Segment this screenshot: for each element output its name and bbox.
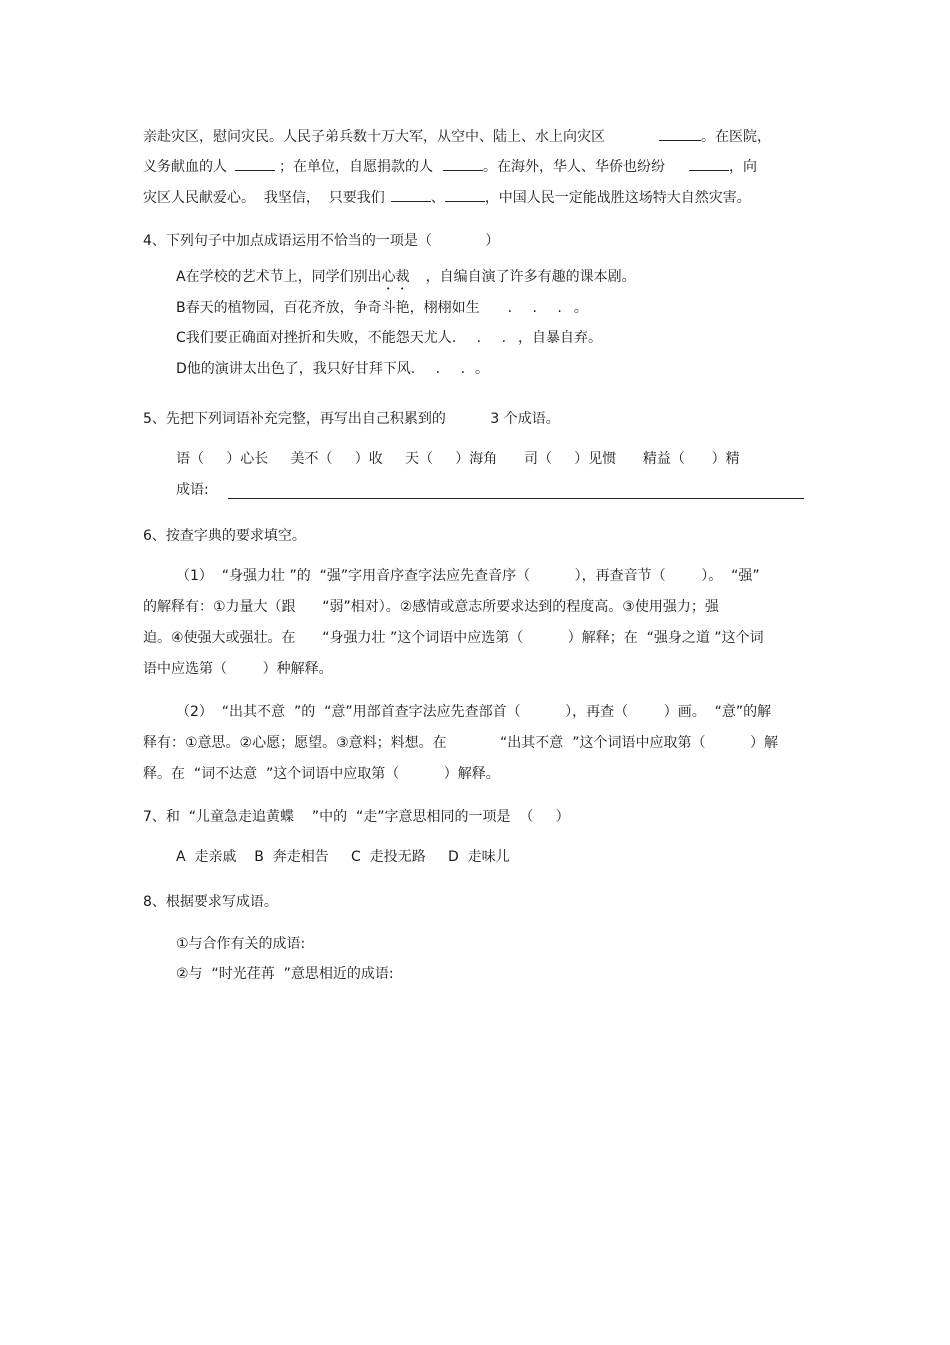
intro-text: ，中国人民一定能战胜这场特大自然灾害。 bbox=[484, 190, 751, 206]
emphasis-dots: . . . bbox=[507, 300, 570, 316]
q6-part1-line3: 迫。④使强大或强壮。在 “身强力壮 ”这个词语中应选第（ ）解释；在 “强身之道 ”这个词 bbox=[143, 630, 764, 646]
q6-part1-line1: （1） “身强力壮 ”的 “强”字用音序查字法应先查音序（ ），再查音节（ ）。 “强” bbox=[176, 568, 760, 584]
q5-words: 语（ ）心长 美不（ ）收 天（ ）海角 司（ ）见惯 精益（ ）精 bbox=[176, 451, 740, 467]
intro-text: 亲赴灾区，慰问灾民。人民子弟兵数十万大军，从空中、陆上、水上向灾区 bbox=[143, 129, 605, 145]
q6-part2-line1: （2） “出其不意 ”的 “意”用部首查字法应先查部首（ ），再查（ ）画。 “意”的解 bbox=[176, 704, 772, 720]
q4-option-d bbox=[176, 359, 489, 379]
intro-text: ；在单位，自愿捐款的人 bbox=[279, 159, 433, 175]
answer-blank[interactable] bbox=[235, 156, 275, 171]
q8-item-1: ①与合作有关的成语: bbox=[176, 936, 306, 952]
q6-part2-line2: 释有：①意思。②心愿；愿望。③意料；料想。在 “出其不意 ”这个词语中应取第（ ）解 bbox=[143, 735, 778, 751]
intro-line-1 bbox=[143, 126, 771, 147]
option-text: 。 bbox=[475, 361, 490, 377]
option-text: D他的演讲太出色了，我只好甘拜下风 bbox=[176, 361, 411, 377]
answer-blank[interactable] bbox=[659, 126, 701, 141]
intro-text: 。在海外，华人、华侨也纷纷 bbox=[483, 159, 665, 175]
q8-item-2: ②与 “时光荏苒 ”意思相近的成语: bbox=[176, 966, 394, 982]
q5-idiom-label: 成语: bbox=[176, 482, 209, 498]
q8-title: 8、根据要求写成语。 bbox=[143, 894, 278, 910]
q6-part2-line3: 释。在 “词不达意 ”这个词语中应取第（ ）解释。 bbox=[143, 766, 500, 782]
intro-text: 。在医院， bbox=[701, 129, 771, 145]
answer-blank[interactable] bbox=[443, 156, 483, 171]
q5-title: 5、先把下列词语补充完整，再写出自己积累到的 3 个成语。 bbox=[143, 411, 560, 427]
intro-text: 义务献血的人 bbox=[143, 159, 227, 175]
q6-part1-line4: 语中应选第（ ）种解释。 bbox=[143, 661, 333, 677]
q6-part1-line2: 的解释有：①力量大（跟 “弱”相对）。②感情或意志所要求达到的程度高。③使用强力；强 bbox=[143, 599, 719, 615]
intro-text: 、 bbox=[430, 190, 445, 206]
option-text: B春天的植物园，百花齐放，争奇斗艳，栩栩如生 bbox=[176, 300, 480, 316]
q7-options: A 走亲戚 B 奔走相告 C 走投无路 D 走味儿 bbox=[176, 849, 510, 865]
emphasis-dots: . . . bbox=[451, 330, 515, 346]
q4-option-b bbox=[176, 298, 588, 318]
q4-option-c bbox=[176, 328, 602, 348]
dotted-idiom: 心裁 bbox=[381, 269, 410, 285]
q5-answer-line[interactable] bbox=[228, 498, 804, 499]
q7-title: 7、和 “儿童急走追黄蝶 ”中的 “走”字意思相同的一项是 （ ） bbox=[143, 809, 570, 825]
option-text: C我们要正确面对挫折和失败，不能怨天尤人 bbox=[176, 330, 452, 346]
option-text: 。 bbox=[573, 300, 588, 316]
q4-title: 4、下列句子中加点成语运用不恰当的一项是（ ） bbox=[143, 233, 500, 249]
answer-blank[interactable] bbox=[445, 187, 485, 202]
option-text: ，自编自演了许多有趣的课本剧。 bbox=[425, 269, 636, 285]
intro-text: ，向 bbox=[729, 159, 757, 175]
intro-text: 灾区人民献爱心。 我坚信， 只要我们 bbox=[143, 190, 385, 206]
intro-line-3 bbox=[143, 187, 751, 208]
q4-option-a bbox=[176, 267, 636, 293]
option-text: ，自暴自弃。 bbox=[518, 330, 603, 346]
q6-title: 6、按查字典的要求填空。 bbox=[143, 528, 306, 544]
intro-line-2 bbox=[143, 156, 757, 177]
option-text: A在学校的艺术节上，同学们别出 bbox=[176, 269, 382, 285]
answer-blank[interactable] bbox=[689, 156, 729, 171]
emphasis-dots: . . . bbox=[410, 361, 474, 377]
answer-blank[interactable] bbox=[391, 187, 431, 202]
